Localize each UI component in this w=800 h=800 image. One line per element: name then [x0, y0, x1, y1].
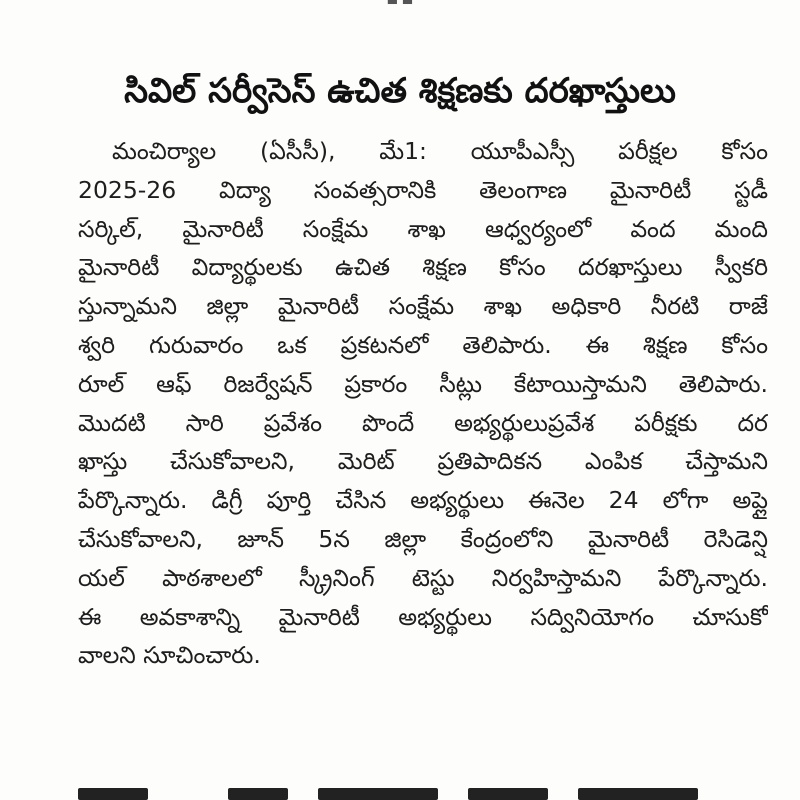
article-line: శ్వరి గురువారం ఒక ప్రకటనలో తెలిపారు. ఈ శిక్షణ కోసం — [78, 330, 768, 359]
article-line: ఈ అవకాశాన్ని మైనారిటీ అభ్యర్థులు సద్వినియోగం చూసుకో — [78, 602, 768, 631]
article-body — [78, 132, 768, 675]
article-line: మైనారిటీ విద్యార్థులకు ఉచిత శిక్షణ కోసం దరఖాస్తులు స్వీకరి — [78, 253, 768, 282]
cut-off-top-text — [370, 0, 430, 6]
article-line: రూల్ ఆఫ్ రిజర్వేషన్ ప్రకారం సీట్లు కేటాయిస్తామని తెలిపారు. — [78, 369, 768, 398]
article-line: 2025-26 విద్యా సంవత్సరానికి తెలంగాణ మైనారిటీ స్టడీ — [78, 175, 768, 204]
article-line: ఖాస్తు చేసుకోవాలని, మెరిట్ ప్రతిపాదికన ఎంపిక చేస్తామని — [78, 447, 768, 476]
article-line: పేర్కొన్నారు. డిగ్రీ పూర్తి చేసిన అభ్యర్థులు ఈనెల 24 లోగా అప్లై — [78, 486, 768, 515]
cut-off-next-headline — [78, 782, 728, 800]
cut-off-glyph — [468, 788, 548, 800]
cut-off-glyph — [318, 788, 438, 800]
article-line: వాలని సూచించారు. — [78, 641, 261, 670]
article-line: చేసుకోవాలని, జూన్ 5న జిల్లా కేంద్రంలోని మైనారిటీ రెసిడెన్షి — [78, 524, 768, 553]
headline: సివిల్ సర్వీసెస్ ఉచిత శిక్షణకు దరఖాస్తులు — [124, 70, 676, 111]
cut-off-glyph — [228, 788, 288, 800]
article-line: యల్ పాఠశాలలో స్క్రీనింగ్ టెస్టు నిర్వహిస్తామని పేర్కొన్నారు. — [78, 563, 768, 592]
article-line: సర్కిల్, మైనారిటీ సంక్షేమ శాఖ ఆధ్వర్యంలో వంద మంది — [78, 214, 768, 243]
article-line: స్తున్నామని జిల్లా మైనారిటీ సంక్షేమ శాఖ అధికారి నీరటి రాజే — [78, 292, 768, 321]
article-line: మంచిర్యాల (ఏసీసీ), మే1: యూపీఎస్సీ పరీక్షల కోసం — [112, 137, 768, 165]
cut-off-glyph — [578, 788, 698, 800]
article-line: మొదటి సారి ప్రవేశం పొందే అభ్యర్థులుప్రవేశ పరీక్షకు దర — [78, 408, 768, 437]
cut-off-glyph — [78, 788, 148, 800]
